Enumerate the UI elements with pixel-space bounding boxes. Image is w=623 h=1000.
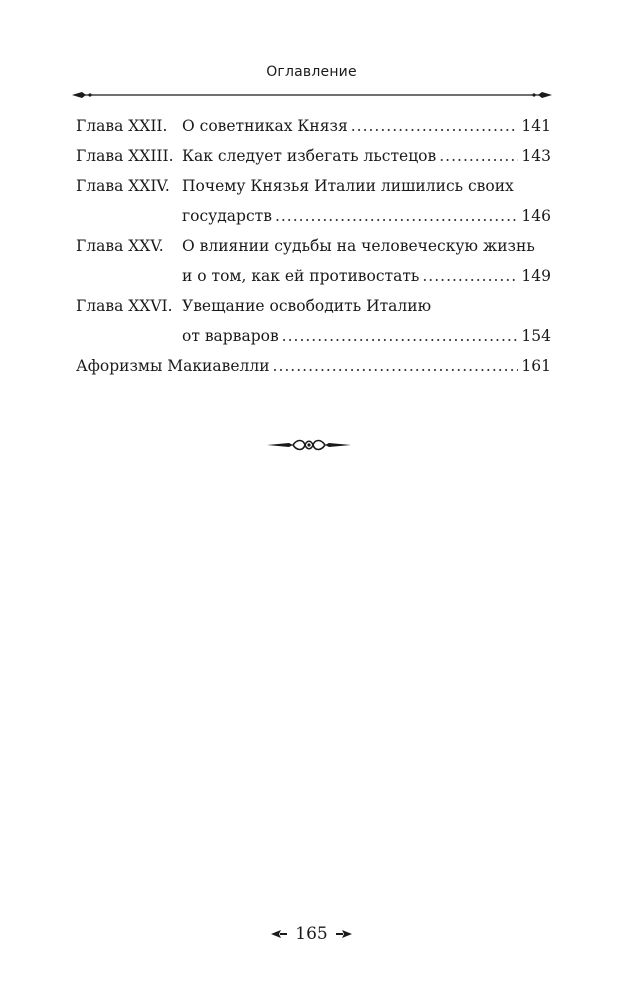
chapter-title: Как следует избегать льстецов xyxy=(182,147,437,165)
page-ref: 149 xyxy=(521,267,551,285)
left-arrow-ornament-icon xyxy=(271,929,287,939)
chapter-title: О влиянии судьбы на человеческую жизнь xyxy=(182,237,535,255)
chapter-title: О советниках Князя xyxy=(182,117,348,135)
page-ref: 143 xyxy=(521,147,551,165)
toc-line xyxy=(76,351,551,381)
page-ref: 146 xyxy=(521,207,551,225)
toc-entry[interactable] xyxy=(76,291,551,321)
header-rule-ornament xyxy=(72,88,552,102)
toc-line xyxy=(182,321,551,351)
toc-line xyxy=(182,111,551,141)
chapter-title: Почему Князья Италии лишились своих xyxy=(182,177,514,195)
page-ref: 154 xyxy=(521,327,551,345)
right-arrow-ornament-icon xyxy=(336,929,352,939)
toc-entry-continuation[interactable] xyxy=(76,201,551,231)
toc-entry-continuation[interactable] xyxy=(76,261,551,291)
chapter-title: Увещание освободить Италию xyxy=(182,297,432,315)
page-footer xyxy=(0,924,623,944)
chapter-number: Глава XXVI. xyxy=(76,297,173,315)
toc-entry-aphorisms[interactable] xyxy=(76,351,551,381)
table-of-contents xyxy=(76,111,551,381)
chapter-title-continuation: государств xyxy=(182,207,272,225)
toc-entry[interactable] xyxy=(76,141,551,171)
chapter-number: Глава XXIV. xyxy=(76,177,170,195)
leader-dots xyxy=(351,111,519,141)
chapter-number: Глава XXIII. xyxy=(76,147,174,165)
running-header: Оглавление xyxy=(266,64,357,80)
toc-entry[interactable] xyxy=(76,231,551,261)
chapter-number: Глава XXII. xyxy=(76,117,168,135)
leader-dots xyxy=(282,321,519,351)
toc-line xyxy=(182,261,551,291)
toc-entry[interactable] xyxy=(76,111,551,141)
toc-line xyxy=(182,231,551,261)
toc-line xyxy=(182,171,551,201)
section-title: Афоризмы Макиавелли xyxy=(76,357,270,375)
chapter-number: Глава XXV. xyxy=(76,237,164,255)
chapter-title-continuation: и о том, как ей противостать xyxy=(182,267,420,285)
page-ref: 161 xyxy=(521,357,551,375)
chapter-title-continuation: от варваров xyxy=(182,327,279,345)
leader-dots xyxy=(422,261,518,291)
toc-entry[interactable] xyxy=(76,171,551,201)
page-number: 165 xyxy=(295,924,328,944)
toc-line xyxy=(182,141,551,171)
leader-dots xyxy=(273,351,519,381)
page-ref: 141 xyxy=(521,117,551,135)
toc-line xyxy=(182,201,551,231)
leader-dots xyxy=(439,141,518,171)
toc-line xyxy=(182,291,551,321)
section-end-ornament xyxy=(267,436,351,454)
toc-entry-continuation[interactable] xyxy=(76,321,551,351)
leader-dots xyxy=(275,201,518,231)
